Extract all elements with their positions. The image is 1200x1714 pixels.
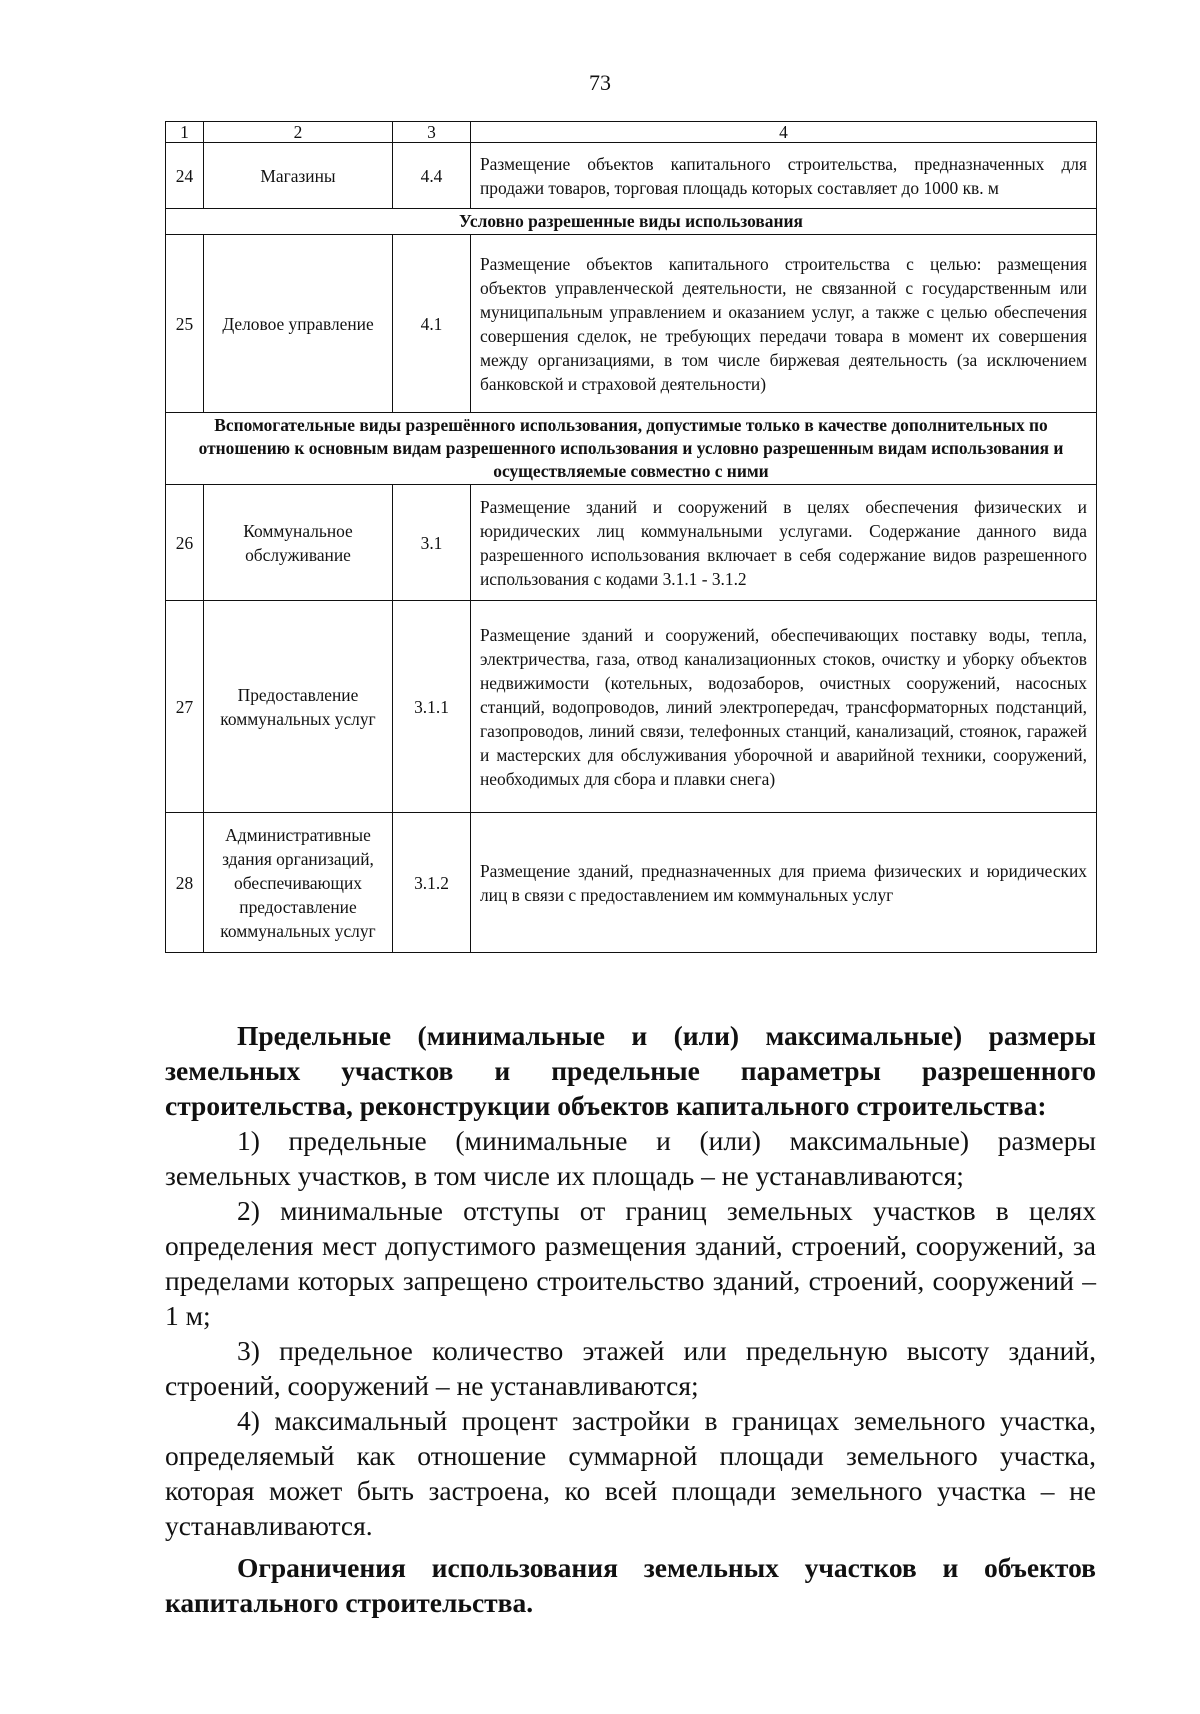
header-cell: 4 bbox=[471, 122, 1097, 143]
header-cell: 1 bbox=[166, 122, 204, 143]
header-cell: 2 bbox=[204, 122, 393, 143]
use-type-name: Коммунальное обслуживание bbox=[204, 485, 393, 601]
table-row bbox=[166, 143, 1097, 209]
param-item: 2) минимальные отступы от границ земельных участков в целях определения мест допустимого размещения зданий, строений, сооружений, за пределами которых запрещено строительство зданий, строений, сооружений – 1 м; bbox=[165, 1195, 1096, 1331]
params-heading: Предельные (минимальные и (или) максимальные) размеры земельных участков и предельные параметры разрешенного строительства, реконструкции объектов капитального строительства: bbox=[165, 1020, 1096, 1121]
row-number: 25 bbox=[166, 235, 204, 413]
use-type-name: Магазины bbox=[204, 143, 393, 209]
row-number: 24 bbox=[166, 143, 204, 209]
param-item: 4) максимальный процент застройки в границах земельного участка, определяемый как отношение суммарной площади земельного участка, которая может быть застроена, ко всей площади земельного участка – не устанавливаются. bbox=[165, 1405, 1096, 1541]
table-row bbox=[166, 601, 1097, 813]
section-row bbox=[166, 209, 1097, 235]
page-number: 73 bbox=[589, 70, 611, 95]
row-number: 27 bbox=[166, 601, 204, 813]
use-type-description: Размещение объектов капитального строительства с целью: размещения объектов управленческой деятельности, не связанной с государственным или муниципальным управлением и оказанием услуг, а также с целью обеспечения совершения сделок, не требующих передачи товара в момент их совершения между организациями, в том числе биржевая деятельность (за исключением банковской и страховой деятельности) bbox=[471, 235, 1097, 413]
use-type-code: 3.1 bbox=[393, 485, 471, 601]
use-type-description: Размещение зданий и сооружений, обеспечивающих поставку воды, тепла, электричества, газа, отвод канализационных стоков, очистку и уборку объектов недвижимости (котельных, водозаборов, очистных сооружений, насосных станций, водопроводов, линий электропередач, трансформаторных подстанций, газопроводов, линий связи, телефонных станций, канализаций, стоянок, гаражей и мастерских для обслуживания уборочной и аварийной техники, сооружений, необходимых для сбора и плавки снега) bbox=[471, 601, 1097, 813]
params-list bbox=[165, 1123, 1096, 1543]
row-number: 26 bbox=[166, 485, 204, 601]
param-item: 1) предельные (минимальные и (или) максимальные) размеры земельных участков, в том числе их площадь – не устанавливаются; bbox=[165, 1125, 1096, 1191]
use-type-description: Размещение зданий, предназначенных для приема физических и юридических лиц в связи с предоставлением им коммунальных услуг bbox=[471, 813, 1097, 953]
section-row bbox=[166, 413, 1097, 485]
row-number: 28 bbox=[166, 813, 204, 953]
restrictions-heading: Ограничения использования земельных участков и объектов капитального строительства. bbox=[165, 1552, 1096, 1618]
use-type-code: 3.1.2 bbox=[393, 813, 471, 953]
table-row bbox=[166, 485, 1097, 601]
table-row bbox=[166, 235, 1097, 413]
use-type-code: 4.4 bbox=[393, 143, 471, 209]
use-type-name: Предоставление коммунальных услуг bbox=[204, 601, 393, 813]
param-item: 3) предельное количество этажей или предельную высоту зданий, строений, сооружений – не устанавливаются; bbox=[165, 1335, 1096, 1401]
land-use-table bbox=[165, 121, 1097, 953]
section-title: Условно разрешенные виды использования bbox=[166, 209, 1097, 235]
use-type-description: Размещение зданий и сооружений в целях обеспечения физических и юридических лиц коммунальными услугами. Содержание данного вида разрешенного использования включает в себя содержание видов разрешенного использования с кодами 3.1.1 - 3.1.2 bbox=[471, 485, 1097, 601]
table-row bbox=[166, 813, 1097, 953]
use-type-description: Размещение объектов капитального строительства, предназначенных для продажи товаров, торговая площадь которых составляет до 1000 кв. м bbox=[471, 143, 1097, 209]
table-header-row bbox=[166, 122, 1097, 143]
use-type-code: 3.1.1 bbox=[393, 601, 471, 813]
section-title: Вспомогательные виды разрешённого использования, допустимые только в качестве дополнительных по отношению к основным видам разрешенного использования и условно разрешенным видам использования и осуществляемые совместно с ними bbox=[166, 413, 1097, 485]
use-type-name: Административные здания организаций, обеспечивающих предоставление коммунальных услуг bbox=[204, 813, 393, 953]
use-type-code: 4.1 bbox=[393, 235, 471, 413]
restrictions-heading-block bbox=[165, 1550, 1096, 1620]
params-heading-block bbox=[165, 1018, 1096, 1123]
header-cell: 3 bbox=[393, 122, 471, 143]
use-type-name: Деловое управление bbox=[204, 235, 393, 413]
